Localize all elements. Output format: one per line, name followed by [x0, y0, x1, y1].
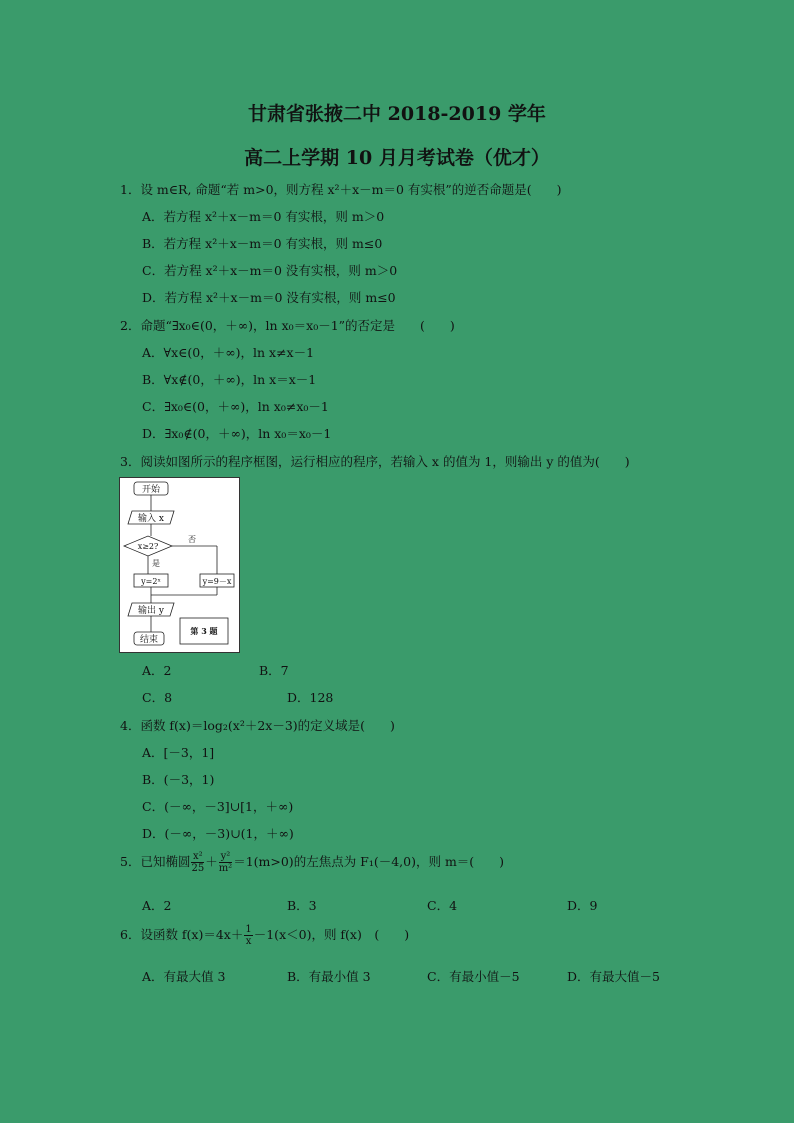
option-c: C．有最小值－5 — [427, 969, 520, 984]
option-d: D．128 — [287, 690, 334, 705]
fraction-y2-over-m2 — [219, 851, 233, 874]
option-a: A．2 — [142, 898, 172, 913]
stem-prefix: 6．设函数 f(x)＝4x＋ — [120, 927, 244, 942]
option-d: D．若方程 x²＋x－m＝0 没有实根，则 m≤0 — [142, 290, 396, 305]
plus-sign: ＋ — [205, 854, 218, 869]
flowchart-condition-label: x≥2? — [137, 542, 159, 551]
option-a: A．有最大值 3 — [142, 969, 226, 984]
flowchart-no-label: 否 — [188, 535, 196, 544]
option-c: C．8 — [142, 690, 173, 705]
flowchart-input-label: 输入 x — [138, 514, 164, 524]
option-d: D．有最大值－5 — [567, 969, 660, 984]
option-a: A．若方程 x²＋x－m＝0 有实根，则 m＞0 — [142, 209, 385, 224]
fraction-numerator: y² — [220, 851, 231, 862]
fraction-denominator: 25 — [191, 863, 205, 874]
question-stem — [120, 851, 504, 874]
fraction-1-over-x — [244, 924, 252, 947]
question-stem: 2．命题“∃x₀∈(0，＋∞)，ln x₀＝x₀－1”的否定是 ( ) — [120, 318, 455, 333]
option-d: D．∃x₀∉(0，＋∞)，ln x₀＝x₀－1 — [142, 426, 332, 441]
flowchart-yes-label: 是 — [152, 559, 160, 568]
flowchart-no-box-label: y=9－x — [202, 577, 232, 586]
question-stem: 3．阅读如图所示的程序框图，运行相应的程序，若输入 x 的值为 1，则输出 y 的值为( ) — [120, 454, 630, 469]
stem-suffix: ＝1(m>0)的左焦点为 F₁(－4,0)，则 m＝( ) — [233, 854, 505, 869]
option-d: D．(－∞，－3)∪(1，＋∞) — [142, 826, 294, 841]
question-stem: 4．函数 f(x)＝log₂(x²＋2x－3)的定义域是( ) — [120, 718, 395, 733]
option-c: C．(－∞，－3]∪[1，＋∞) — [142, 799, 294, 814]
flowchart-end-label: 结束 — [139, 635, 159, 645]
title-line-2: 高二上学期 10 月月考试卷（优才） — [244, 147, 550, 169]
flowchart-start-label: 开始 — [141, 485, 161, 495]
question-stem: 1．设 m∈R, 命题“若 m>0，则方程 x²＋x－m＝0 有实根”的逆否命题是( ) — [120, 182, 562, 197]
flowchart-yes-box-label: y=2ˣ — [141, 577, 161, 586]
fraction-numerator: 1 — [245, 924, 252, 935]
option-b: B．有最小值 3 — [287, 969, 371, 984]
option-c: C．4 — [427, 898, 458, 913]
option-b: B．∀x∉(0，＋∞)，ln x＝x－1 — [142, 372, 317, 387]
option-b: B．(－3，1) — [142, 772, 215, 787]
stem-prefix: 5．已知椭圆 — [120, 854, 191, 869]
option-a: A．∀x∈(0，＋∞)，ln x≠x－1 — [142, 345, 315, 360]
option-c: C．若方程 x²＋x－m＝0 没有实根，则 m＞0 — [142, 263, 398, 278]
fraction-numerator: x² — [192, 851, 203, 862]
flowchart-caption-label: 第 3 题 — [190, 626, 218, 636]
title-line-1: 甘肃省张掖二中 2018-2019 学年 — [248, 103, 546, 125]
option-a: A．2 — [142, 663, 172, 678]
option-b: B．3 — [287, 898, 317, 913]
option-b: B．若方程 x²＋x－m＝0 有实根，则 m≤0 — [142, 236, 383, 251]
flowchart-output-label: 输出 y — [138, 606, 164, 616]
option-d: D．9 — [567, 898, 598, 913]
fraction-x2-over-25 — [191, 851, 204, 874]
option-c: C．∃x₀∈(0，＋∞)，ln x₀≠x₀－1 — [142, 399, 329, 414]
fraction-denominator: x — [245, 936, 252, 947]
question-stem — [120, 924, 409, 947]
fraction-denominator: m² — [218, 863, 233, 874]
option-a: A．[－3，1] — [142, 745, 215, 760]
flowchart-figure — [119, 477, 240, 653]
option-b: B．7 — [259, 663, 289, 678]
stem-suffix: －1(x＜0)，则 f(x) ( ) — [253, 927, 410, 942]
